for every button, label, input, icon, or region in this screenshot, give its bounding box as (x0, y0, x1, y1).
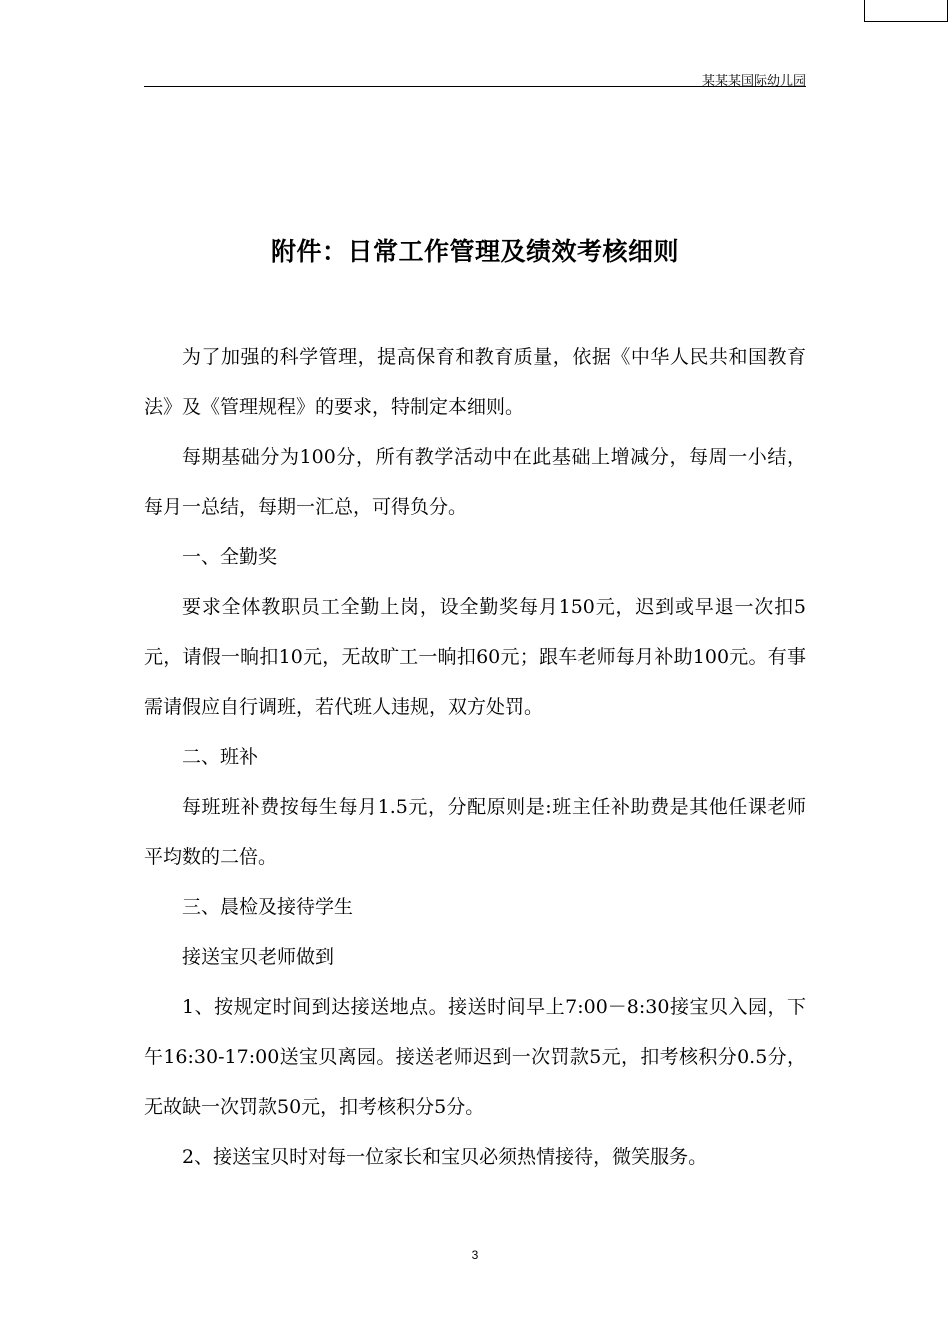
header-rule (144, 86, 806, 87)
page-number: 3 (471, 1248, 479, 1262)
document-body (144, 332, 806, 1182)
paragraph-attendance: 要求全体教职员工全勤上岗，设全勤奖每月150元，迟到或早退一次扣5元，请假一晌扣10元，无故旷工一晌扣60元；跟车老师每月补助100元。有事需请假应自行调班，若代班人违规，双方处罚。 (144, 596, 806, 718)
document-title: 附件：日常工作管理及绩效考核细则 (270, 237, 679, 266)
paragraph-base-score: 每期基础分为100分，所有教学活动中在此基础上增减分，每周一小结，每月一总结，每期一汇总，可得负分。 (144, 446, 806, 518)
paragraph-pickup-item-1: 1、按规定时间到达接送地点。接送时间早上7:00－8:30接宝贝入园，下午16:30-17:00送宝贝离园。接送老师迟到一次罚款5元，扣考核积分0.5分，无故缺一次罚款50元，扣考核积分5分。 (144, 996, 806, 1118)
paragraph-class-subsidy: 每班班补费按每生每月1.5元，分配原则是:班主任补助费是其他任课老师平均数的二倍。 (144, 796, 806, 868)
section-heading-class-subsidy: 二、班补 (182, 746, 259, 768)
paragraph-pickup-item-2: 2、接送宝贝时对每一位家长和宝贝必须热情接待，微笑服务。 (182, 1146, 708, 1168)
paragraph-intro: 为了加强的科学管理，提高保育和教育质量，依据《中华人民共和国教育法》及《管理规程》的要求，特制定本细则。 (144, 346, 806, 418)
section-heading-attendance: 一、全勤奖 (182, 546, 278, 568)
header-organization: 某某某国际幼儿园 (701, 74, 806, 89)
paragraph-pickup-intro: 接送宝贝老师做到 (182, 946, 335, 968)
section-heading-morning-check: 三、晨检及接待学生 (182, 896, 354, 918)
corner-box (864, 0, 948, 22)
